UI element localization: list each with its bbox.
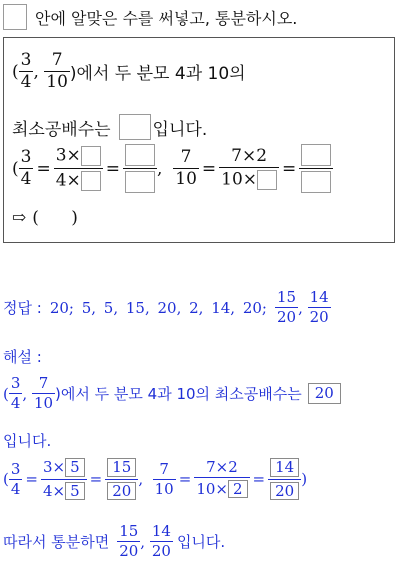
problem-line-1: ( $\frac{3}{4}$ , $\frac{7}{10}$ )에서 두 분모 4과 10의 (12, 50, 246, 92)
mult-a-num-answer: 5 (65, 458, 85, 477)
answer-paren: ( ) (32, 208, 78, 228)
res-a-den-answer: 20 (107, 482, 136, 501)
res-b-den-answer: 20 (270, 482, 299, 501)
explanation-line-3: ( $\frac{3}{4}$ = $\frac{3\times 5}{4\times 5}$ = $\frac{15}{20}$ , $\frac{7}{10}$ = $\frac{7\times 2}{10\times 2}$ = $\frac{14}{20}$ ) (3, 457, 308, 500)
result-a-num-box[interactable] (125, 144, 155, 166)
fraction-a-result (123, 144, 157, 193)
fraction-b-expanded: $\frac{7\times 2}{10\times}$ (219, 148, 279, 190)
explanation-line-1: ( $\frac{3}{4}$ , $\frac{7}{10}$ )에서 두 분모 4과 10의 최소공배수는 20 (3, 376, 341, 411)
arrow-icon: ⇨ (12, 208, 27, 228)
multiplier-b-den-box[interactable] (257, 170, 277, 190)
result-b-den-box[interactable] (301, 171, 331, 193)
instruction-text: 안에 알맞은 수를 써넣고, 통분하시오. (35, 8, 298, 28)
answer-fraction-2: $\frac{14}{20}$ (309, 288, 329, 326)
problem-line-3: ( $\frac{3}{4}$ = $\frac{3\times}{4\times}$ = , $\frac{7}{10}$ = $\frac{7\times 2}{10\times}$ = (12, 144, 333, 193)
multiplier-a-den-box[interactable] (81, 171, 101, 191)
problem-line-4 (12, 208, 78, 228)
answer-row: 정답 : 20; 5, 5, 15, 20, 2, 14, 20; $\frac{15}{20}$ , $\frac{14}{20}$ (3, 288, 329, 326)
res-a-num-answer: 15 (107, 458, 136, 477)
answer-values: 20; 5, 5, 15, 20, 2, 14, 20; (49, 298, 267, 317)
problem-line-2: 최소공배수는 입니다. (12, 114, 207, 140)
answer-fraction-1: $\frac{15}{20}$ (276, 288, 297, 326)
multiplier-a-num-box[interactable] (81, 146, 101, 166)
result-a-den-box[interactable] (125, 171, 155, 193)
res-b-num-answer: 14 (270, 458, 299, 477)
fraction-3-4: $\frac{3}{4}$ (20, 50, 32, 92)
mult-a-den-answer: 5 (65, 482, 85, 501)
lcm-answer-box: 20 (308, 383, 341, 404)
fraction-b-result (299, 144, 333, 193)
instruction-row (3, 4, 297, 30)
result-b-num-box[interactable] (301, 144, 331, 166)
lcm-input-box[interactable] (119, 114, 151, 140)
problem-box (3, 37, 395, 243)
fraction-a-expanded: $\frac{3\times}{4\times}$ (54, 146, 103, 191)
mult-b-den-answer: 2 (228, 480, 248, 499)
fraction-7-10: $\frac{7}{10}$ (46, 50, 68, 92)
explanation-final: 따라서 통분하면 $\frac{15}{20}$ , $\frac{14}{20}$ 입니다. (3, 522, 226, 560)
explanation-line-2: 입니다. (3, 432, 52, 450)
answer-blank-sample (3, 4, 27, 30)
explanation-label: 해설 : (3, 348, 42, 366)
answer-label: 정답 : (3, 299, 42, 317)
